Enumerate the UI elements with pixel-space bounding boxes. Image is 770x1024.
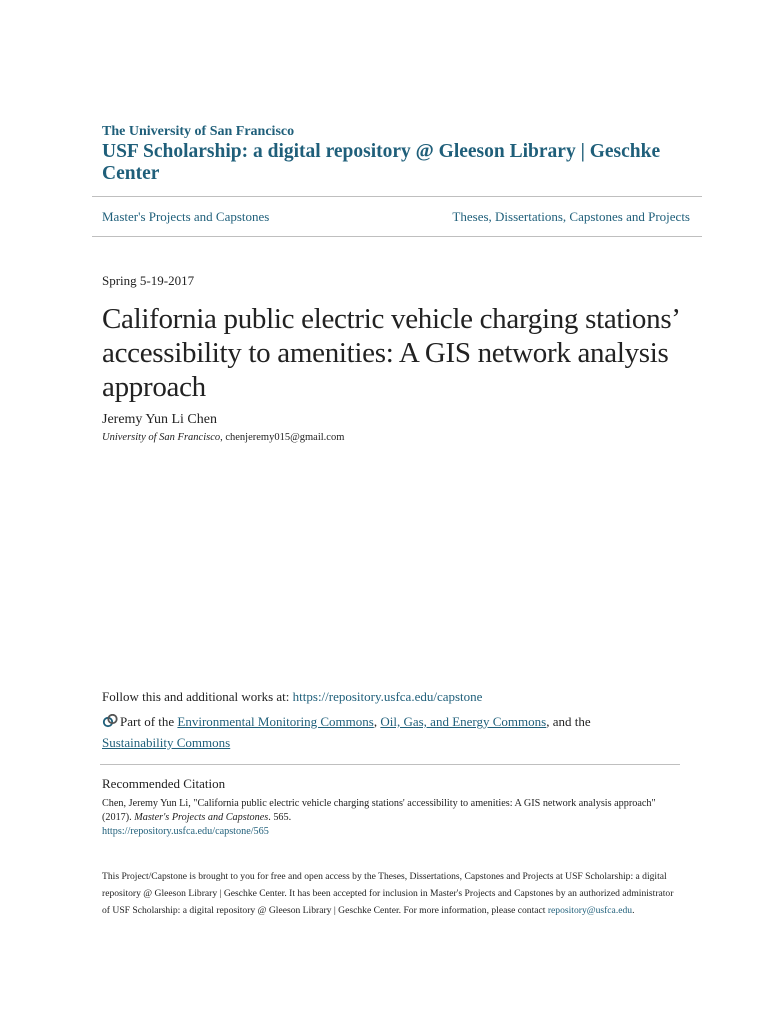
divider-citation xyxy=(100,764,680,765)
series-link[interactable]: Theses, Dissertations, Capstones and Projects xyxy=(452,209,690,224)
citation-series: Master's Projects and Capstones xyxy=(134,812,269,823)
author-name: Jeremy Yun Li Chen xyxy=(102,412,217,427)
repository-title[interactable]: USF Scholarship: a digital repository @ Gleeson Library | Geschke Center xyxy=(102,141,661,184)
affiliation-name: University of San Francisco xyxy=(102,432,221,443)
follow-line xyxy=(102,689,482,705)
commons-link-environmental[interactable]: Environmental Monitoring Commons xyxy=(177,714,374,729)
commons-link-sustainability[interactable]: Sustainability Commons xyxy=(102,735,231,750)
citation-heading: Recommended Citation xyxy=(102,776,226,791)
notice-end: . xyxy=(632,905,635,916)
citation-number: . 565. xyxy=(268,812,292,823)
partof-sep2: , and the xyxy=(546,714,591,729)
contact-email-link[interactable]: repository@usfca.edu xyxy=(547,905,633,916)
publication-date: Spring 5-19-2017 xyxy=(102,273,195,288)
access-notice xyxy=(102,868,677,919)
notice-body: This Project/Capstone is brought to you for free and open access by the Theses, Dissertations, Capstones and Projects at USF Scholarship: a digital repository @ Gleeson Library | Geschke Center. It has been accepted for inclusion in Master's Projects and Capstones by an authorized administrator of USF Scholarship: a digital repository @ Gleeson Library | Geschke Center. For more information, please contact xyxy=(102,871,674,916)
citation-text xyxy=(102,797,682,839)
part-of-commons xyxy=(102,712,662,752)
citation-url-link[interactable]: https://repository.usfca.edu/capstone/565 xyxy=(102,826,269,837)
author-affiliation xyxy=(102,432,344,443)
link-chain-icon xyxy=(102,714,118,733)
partof-sep1: , xyxy=(373,714,381,729)
divider-top xyxy=(92,196,702,197)
divider-nav xyxy=(92,236,702,237)
follow-text: Follow this and additional works at: xyxy=(102,689,293,704)
collection-link[interactable]: Master's Projects and Capstones xyxy=(102,209,270,224)
university-name: The University of San Francisco xyxy=(102,124,295,139)
citation-body: Chen, Jeremy Yun Li, "California public electric vehicle charging stations' accessibility to amenities: A GIS network analysis approach" (2017). xyxy=(102,798,656,823)
follow-url-link[interactable]: https://repository.usfca.edu/capstone xyxy=(292,689,483,704)
partof-prefix: Part of the xyxy=(120,714,178,729)
author-email: , chenjeremy015@gmail.com xyxy=(220,432,345,443)
paper-title: California public electric vehicle charging stations’ accessibility to amenities: A GIS network analysis approach xyxy=(102,303,679,403)
commons-link-oil-gas[interactable]: Oil, Gas, and Energy Commons xyxy=(380,714,547,729)
